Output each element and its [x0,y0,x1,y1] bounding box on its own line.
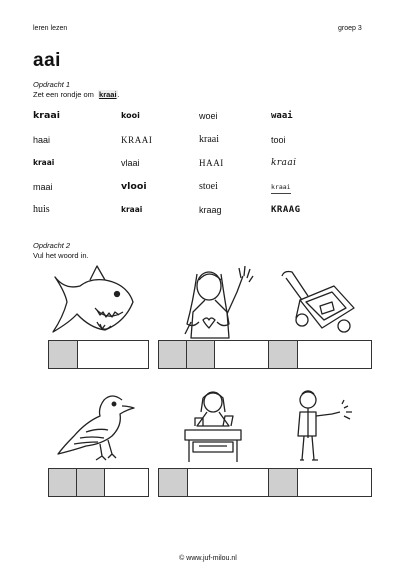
footer-copyright: © www.juf-milou.nl [179,555,237,562]
opdracht1-title: Opdracht 1 [33,80,71,89]
word-item[interactable]: kraai [199,133,219,145]
header-subject: leren lezen [33,25,68,32]
crow-picture [50,386,150,466]
word-item[interactable]: kraai [271,158,297,168]
word-item[interactable]: kooi [121,111,140,120]
instruction-prefix: Zet een rondje om [33,90,94,99]
letter-slot-shaded[interactable] [77,469,105,496]
page-title: aai [33,50,61,71]
word-item[interactable]: maai [33,181,53,192]
letter-slot-shaded[interactable] [187,341,215,368]
man-sowing-picture [272,386,372,466]
word-row [33,204,343,228]
word-item[interactable]: kraai [33,111,60,121]
word-row [33,181,343,205]
word-item[interactable]: kraai [33,158,55,167]
opdracht2-title: Opdracht 2 [33,241,71,250]
letter-slot[interactable] [298,341,371,368]
target-word: kraai [99,90,117,99]
word-item[interactable]: HAAI [199,158,224,168]
letter-slot-shaded[interactable] [159,341,187,368]
instruction-suffix: . [117,90,120,99]
word-item[interactable]: kraag [199,205,222,215]
girl-at-table-picture [163,386,263,466]
word-item[interactable]: kraai [121,205,143,214]
opdracht2-instruction: Vul het woord in. [33,251,89,260]
word-row [33,110,343,134]
word-item[interactable]: tooi [271,134,286,145]
girl-waving-picture [163,262,263,342]
word-item[interactable]: KRAAI [121,134,153,145]
letter-slot-shaded[interactable] [49,469,77,496]
letter-slot-shaded[interactable] [269,341,298,368]
header-grade: groep 3 [338,25,362,32]
lawnmower-picture [272,262,372,342]
word-item[interactable]: kraai [271,181,291,194]
opdracht1-instruction [33,90,120,99]
letter-slot[interactable] [188,469,268,496]
answer-box-6[interactable] [268,468,372,497]
answer-box-5[interactable] [158,468,269,497]
letter-slot-shaded[interactable] [49,341,78,368]
letter-slot-shaded[interactable] [269,469,298,496]
word-item[interactable]: KRAAG [271,205,301,215]
word-row [33,134,343,158]
answer-box-4[interactable] [48,468,149,497]
letter-slot-shaded[interactable] [159,469,188,496]
letter-slot[interactable] [105,469,148,496]
word-item[interactable]: vlaai [121,158,140,168]
word-item[interactable]: vlooi [121,181,147,192]
letter-slot[interactable] [215,341,268,368]
letter-slot[interactable] [78,341,148,368]
word-item[interactable]: haai [33,134,51,145]
answer-box-1[interactable] [48,340,149,369]
word-grid [33,110,343,228]
word-row [33,157,343,181]
word-item[interactable]: waai [271,111,293,121]
answer-box-2[interactable] [158,340,269,369]
word-item[interactable]: stoei [199,180,218,192]
letter-slot[interactable] [298,469,371,496]
answer-box-3[interactable] [268,340,372,369]
word-item[interactable]: woei [199,111,218,121]
word-item[interactable]: huis [33,204,50,215]
shark-picture [45,262,145,342]
